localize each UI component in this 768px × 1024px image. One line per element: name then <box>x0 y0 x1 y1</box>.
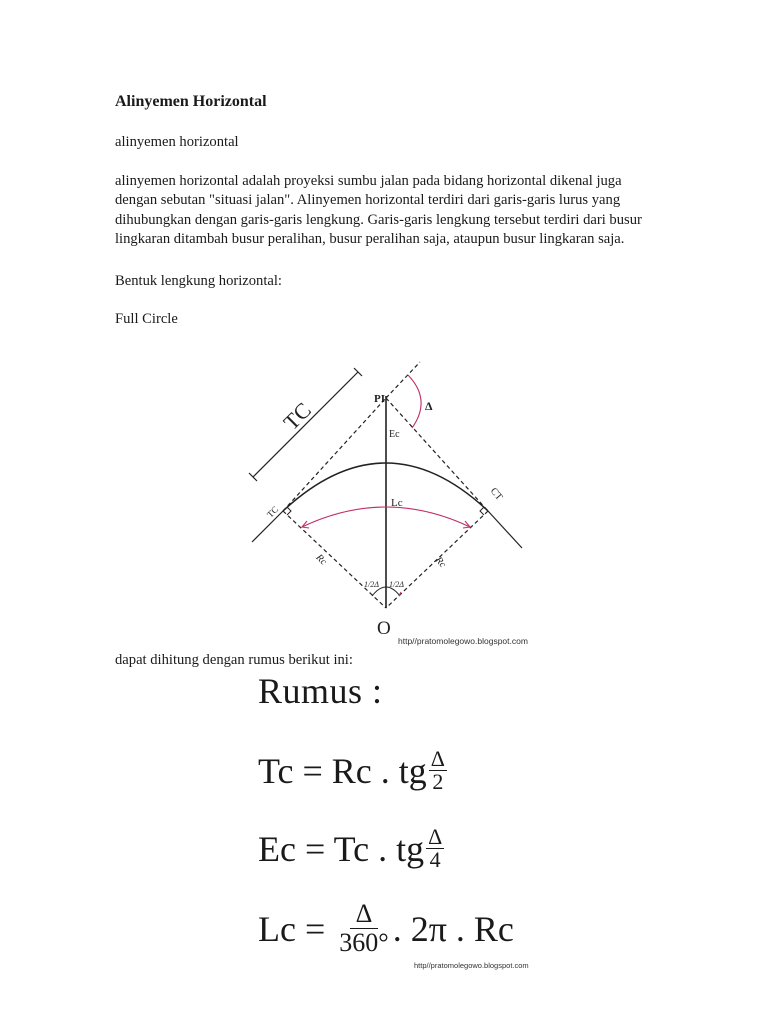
subtitle-text: alinyemen horizontal <box>115 134 239 150</box>
ct-point-label: CT <box>487 485 505 503</box>
fraction: $\frac{\Delta}{2}$ <box>430 746 445 794</box>
delta-label: Δ <box>425 399 433 413</box>
tc-point-label: TC <box>264 504 281 520</box>
right-tangent-line <box>386 398 488 511</box>
lc-label: Lc <box>391 497 403 509</box>
formula-watermark: http//pratomolegowo.blogspot.com <box>414 961 529 970</box>
page-title: Alinyemen Horizontal <box>115 93 267 110</box>
fraction: $\frac{\Delta}{4}$ <box>428 824 443 872</box>
half-delta-left-label: 1/2Δ <box>364 580 379 589</box>
half-delta-right-label: 1/2Δ <box>389 580 404 589</box>
formula-title: Rumus : <box>258 671 383 711</box>
formula-lc: Lc = $\frac{\Delta}{360^\circ}$ . 2π . Rc <box>258 899 514 957</box>
body-paragraph: alinyemen horizontal adalah proyeksi sumbu jalan pada bidang horizontal dikenal juga dengan sebutan "situasi jalan". Alinyemen horizontal terdiri dari garis-garis lurus yang dihubungkan dengan garis-garis lengkung. Garis-garis lengkung tersebut terdiri dari busur lingkaran ditambah busur peralihan, busur peralihan saja, ataupun busur lingkaran saja. <box>115 173 642 248</box>
full-circle-diagram <box>230 360 550 655</box>
formula-ec: Ec = Tc . tg $\frac{\Delta}{4}$ <box>258 824 443 872</box>
ec-label: Ec <box>389 429 400 440</box>
rc-right-label: Rc <box>432 554 448 570</box>
formula-tc: Tc = Rc . tg $\frac{\Delta}{2}$ <box>258 746 445 794</box>
full-circle-label: Full Circle <box>115 311 178 327</box>
pi-label: PI <box>374 393 385 405</box>
diagram-watermark: http//pratomolegowo.blogspot.com <box>398 636 528 646</box>
fraction: $\frac{\Delta}{360^\circ}$ <box>339 899 389 957</box>
formula-block <box>240 668 560 978</box>
formula-intro-text: dapat dihitung dengan rumus berikut ini: <box>115 652 353 668</box>
delta-arc <box>408 375 421 428</box>
bentuk-label: Bentuk lengkung horizontal: <box>115 273 282 289</box>
center-o-label: O <box>377 618 391 639</box>
rc-left-label: Rc <box>313 552 329 568</box>
tc-dimension-label: TC <box>278 397 316 435</box>
